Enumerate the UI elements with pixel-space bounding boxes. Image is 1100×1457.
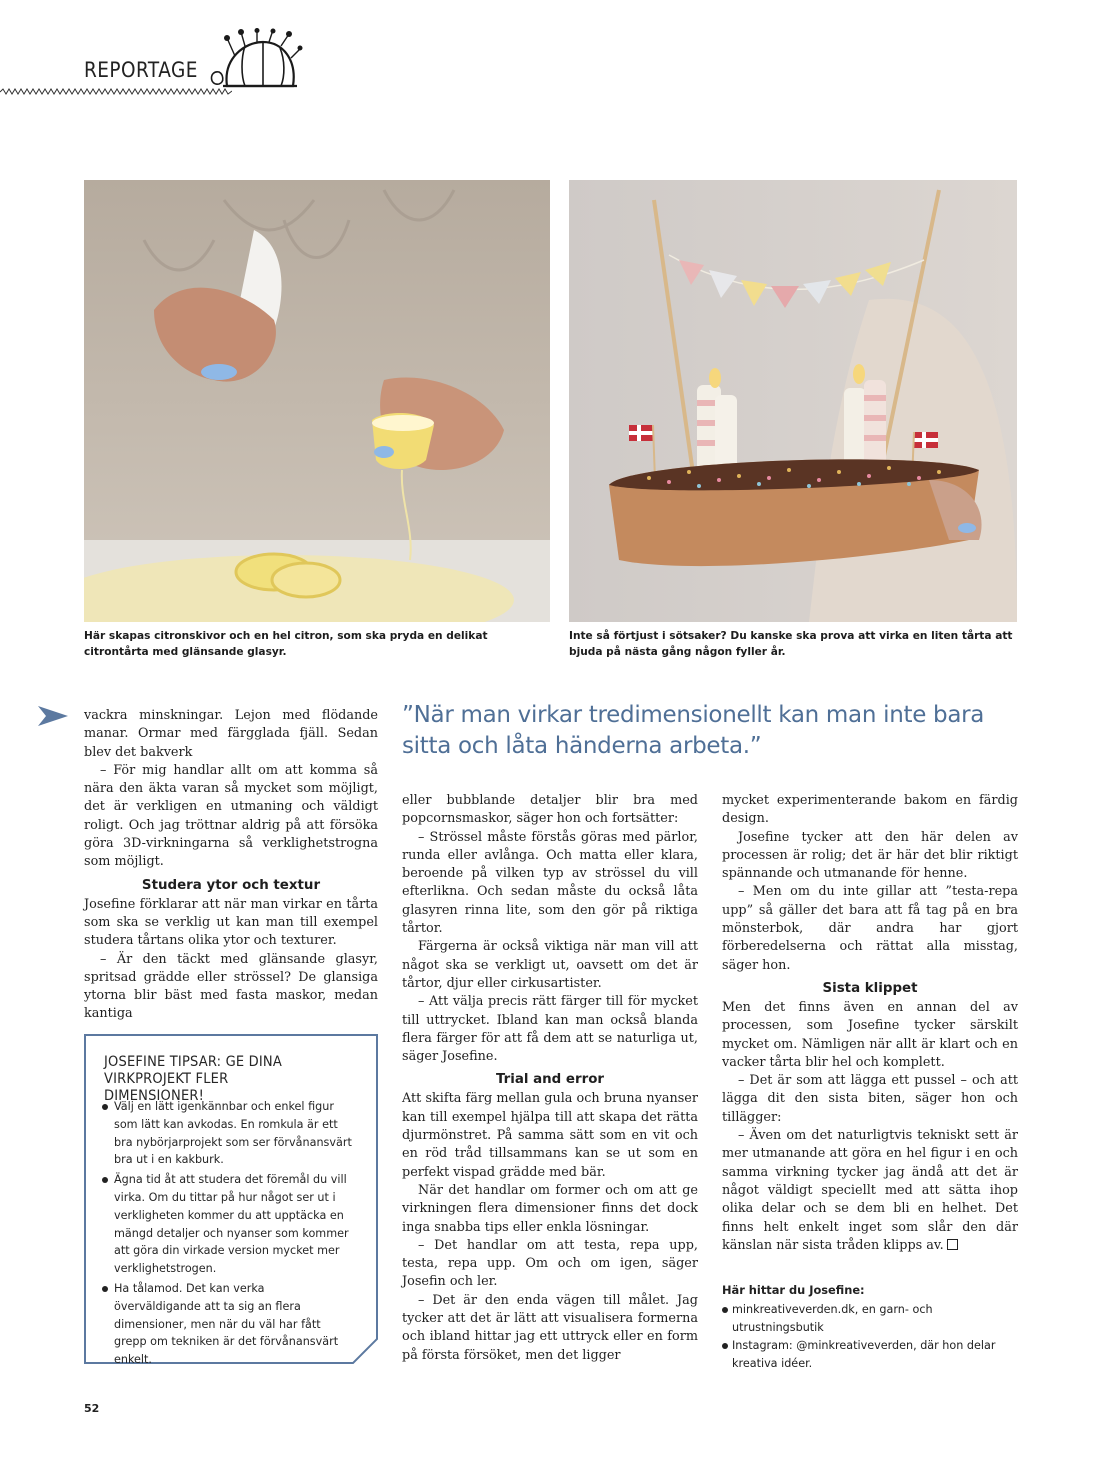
paragraph: – För mig handlar allt om att komma så nära den äkta varan så mycket som möjligt, det är verkligen en utmaning och väldigt roligt. Och jag tröttnar aldrig på att försöka göra 3D-virkningarna så verklighetstrogna som möjligt. (84, 762, 378, 870)
paragraph: När det handlar om former och om att ge virkningen flera dimensioner finns det dock inga snabba tips eller enkla lösningar. (402, 1182, 698, 1235)
paragraph: – Det är som att lägga ett pussel – och att lägga dit den sista biten, säger hon och tillägger: (722, 1073, 1018, 1125)
find-josefine (722, 1283, 1012, 1373)
photo-caption-right: Inte så förtjust i sötsaker? Du kanske ska prova att virka en liten tårta att bjuda på nästa gång någon fyller år. (569, 630, 1013, 658)
find-josefine-item: minkreativeverden.dk, en garn- och utrustningsbutik (722, 1301, 1012, 1337)
continuation-arrow-icon (38, 704, 68, 728)
page-number: 52 (84, 1402, 100, 1415)
photo-crochet-cake (569, 180, 1017, 622)
tips-box (84, 1034, 378, 1367)
paragraph: Josefine tycker att den här delen av processen är rolig; det är här det blir riktigt spännande och utmanande för henne. (722, 829, 1018, 882)
subheading: Trial and error (495, 1072, 605, 1088)
find-josefine-title: Här hittar du Josefine: (722, 1283, 865, 1297)
tips-box-title: JOSEFINE TIPSAR: GE DINA VIRKPROJEKT FLER DIMENSIONER! (104, 1054, 282, 1104)
find-josefine-item: Instagram: @minkreativeverden, där hon delar kreativa idéer. (722, 1337, 1012, 1373)
paragraph (722, 1127, 1018, 1255)
text-column-1 (84, 707, 378, 1024)
paragraph: – Strössel måste förstås göras med pärlor, runda eller avlånga. Och matta eller klara, beroende på vilken typ av strössel du vill efterlikna. Och sedan måste du också låta glasyren rinna lite, som den gör på riktiga tårtor. (402, 829, 698, 937)
header-zigzag-rule (0, 88, 232, 96)
paragraph: mycket experimenterande bakom en färdig design. (722, 793, 1018, 827)
paragraph: – Det handlar om att testa, repa upp, testa, repa upp. Om och om igen, säger Josefin och ler. (402, 1237, 698, 1290)
photo-caption-left: Här skapas citronskivor och en hel citron, som ska pryda en delikat citrontårta med glänsande glasyr. (84, 630, 488, 658)
paragraph: Josefine förklarar att när man virkar en tårta som ska se verklig ut kan man till exempel studera tårtans olika ytor och texturer. (84, 896, 378, 949)
paragraph-text: – Även om det naturligtvis tekniskt sett är mer utmanande att göra en hel figur i en och samma virkning tycker jag ändå att det är något väldigt speciellt med att sätta ihop olika delar och se dem bli en helhet. Det finns helt enkelt inget som slår den där känslan när sista tråden klipps av. (722, 1128, 1018, 1253)
section-label: REPORTAGE (84, 58, 198, 82)
text-column-3 (722, 792, 1018, 1255)
photo-lemon-crochet (84, 180, 550, 622)
paragraph: – Det är den enda vägen till målet. Jag tycker att det är lätt att visualisera formerna och ibland hittar jag ett uttryck eller en form på första försöket, men det ligger (402, 1292, 698, 1363)
paragraph: – Att välja precis rätt färger till för mycket till uttrycket. Ibland kan man också blanda flera färger för att få dem att se naturliga ut, säger Josefine. (402, 994, 698, 1065)
paragraph: – Är den täckt med glänsande glasyr, spritsad grädde eller strössel? De glansiga ytorna blir bäst med fasta maskor, medan kantiga (84, 951, 378, 1022)
pincushion-icon (205, 28, 303, 96)
paragraph: Men det finns även en annan del av processen, som Josefine tycker särskilt mycket om. Nämligen när allt är klart och en vacker tårta blir hel och komplett. (722, 999, 1018, 1070)
subheading: Sista klippet (822, 980, 918, 996)
pull-quote: ”När man virkar tredimensionellt kan man inte bara sitta och låta händerna arbeta.” (402, 702, 985, 759)
paragraph: Färgerna är också viktiga när man vill att något ska se verkligt ut, oavsett om det är tårtor, djur eller cirkusartister. (402, 939, 698, 991)
paragraph: eller bubblande detaljer blir bra med popcornsmaskor, säger hon och fortsätter: (402, 793, 698, 827)
subheading: Studera ytor och textur (141, 877, 321, 893)
paragraph: – Men om du inte gillar att ”testa-repa upp” så gäller det bara att få tag på en bra mönsterbok, där andra har gjort förberedelserna och rättat alla misstag, säger hon. (722, 884, 1018, 973)
paragraph: Att skifta färg mellan gula och bruna nyanser kan till exempel hjälpa till att skapa det rätta djurmönstret. På samma sätt som en vit och en röd tråd tillsammans kan se ut som en perfekt vispad grädde med bär. (402, 1091, 698, 1180)
tips-list-item: Välj en lätt igenkännbar och enkel figur som lätt kan avkodas. En romkula är ett bra nybörjarprojekt som ser förvånansvärt bra ut i en kakburk. (102, 1098, 352, 1169)
find-josefine-list (722, 1301, 1012, 1373)
tips-list-item: Ägna tid åt att studera det föremål du vill virka. Om du tittar på hur något ser ut i verkligheten kommer du att upptäcka en mängd detaljer och nyanser som kommer att göra din virkade version mycket mer verklighetstrogen. (102, 1171, 352, 1278)
paragraph: vackra minskningar. Lejon med flödande manar. Ormar med färgglada fjäll. Sedan blev det bakverk (84, 708, 378, 760)
tips-list-item: Ha tålamod. Det kan verka överväldigande att ta sig an flera dimensioner, men när du väl har fått grepp om tekniken är det förvånansvärt enkelt. (102, 1280, 352, 1369)
tips-list (102, 1098, 352, 1371)
text-column-2 (402, 792, 698, 1365)
box-corner-fold-icon (352, 1338, 378, 1364)
end-of-article-icon (947, 1239, 958, 1250)
